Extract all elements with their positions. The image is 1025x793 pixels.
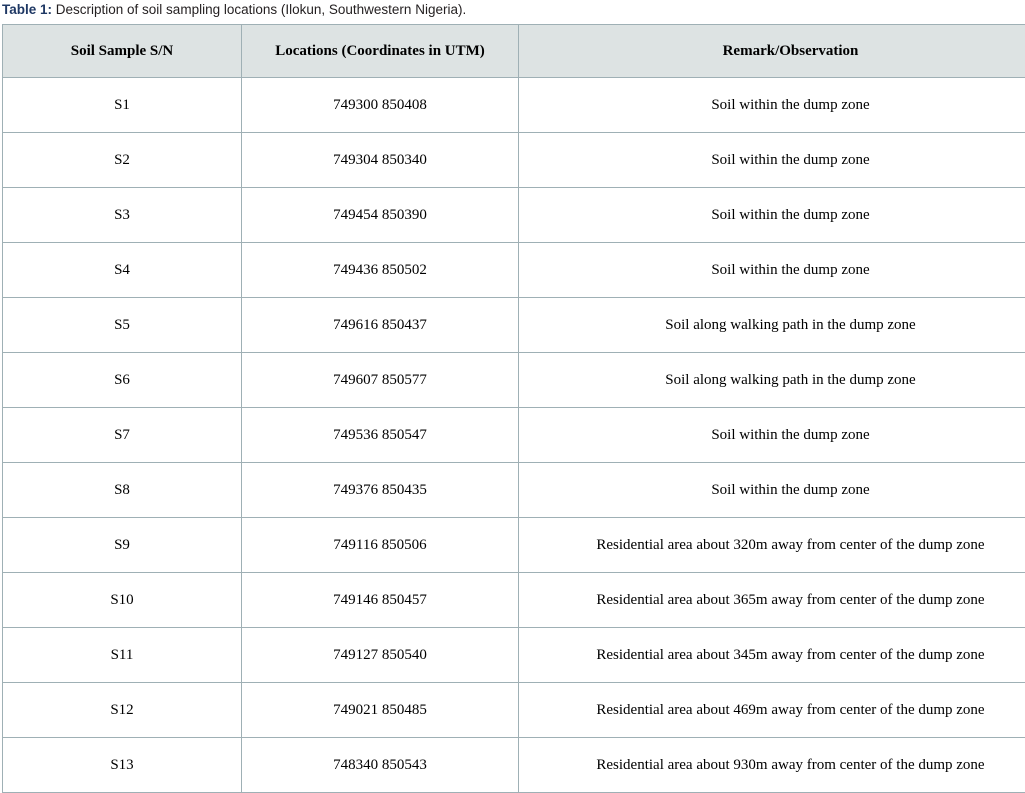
table-row xyxy=(3,298,1025,353)
cell-remark: Residential area about 320m away from center of the dump zone xyxy=(519,518,1025,573)
table-body xyxy=(3,78,1025,793)
cell-coordinates xyxy=(242,243,519,298)
cell-remark: Soil along walking path in the dump zone xyxy=(519,298,1025,353)
cell-sample-sn: S8 xyxy=(3,463,242,518)
table-header xyxy=(3,25,1025,78)
coordinate-northing: 850437 xyxy=(382,317,427,333)
table-caption-label: Table 1: xyxy=(2,2,52,17)
cell-remark: Soil within the dump zone xyxy=(519,243,1025,298)
coordinate-easting: 749116 xyxy=(333,537,377,553)
coordinate-northing: 850506 xyxy=(382,537,427,553)
coordinate-northing: 850547 xyxy=(382,427,427,443)
coordinate-northing: 850540 xyxy=(382,647,427,663)
cell-coordinates xyxy=(242,408,519,463)
cell-coordinates xyxy=(242,463,519,518)
cell-sample-sn: S5 xyxy=(3,298,242,353)
table-row xyxy=(3,243,1025,298)
coordinate-easting: 748340 xyxy=(333,757,378,773)
cell-remark: Residential area about 345m away from center of the dump zone xyxy=(519,628,1025,683)
cell-coordinates xyxy=(242,738,519,793)
cell-coordinates xyxy=(242,353,519,408)
coordinate-northing: 850408 xyxy=(382,97,427,113)
table-row xyxy=(3,408,1025,463)
coordinate-northing: 850340 xyxy=(382,152,427,168)
cell-sample-sn: S2 xyxy=(3,133,242,188)
coordinate-northing: 850435 xyxy=(382,482,427,498)
coordinate-easting: 749536 xyxy=(333,427,378,443)
cell-sample-sn: S12 xyxy=(3,683,242,738)
coordinate-easting: 749304 xyxy=(333,152,378,168)
coordinate-northing: 850502 xyxy=(382,262,427,278)
table-row xyxy=(3,353,1025,408)
table-caption-text: Description of soil sampling locations (Ilokun, Southwestern Nigeria). xyxy=(52,2,466,17)
cell-coordinates xyxy=(242,78,519,133)
column-header-remark: Remark/Observation xyxy=(519,25,1025,78)
cell-coordinates xyxy=(242,298,519,353)
table-row xyxy=(3,188,1025,243)
coordinate-easting: 749127 xyxy=(333,647,378,663)
table-caption xyxy=(0,0,1025,24)
column-header-sample-sn: Soil Sample S/N xyxy=(3,25,242,78)
coordinate-northing: 850485 xyxy=(382,702,427,718)
table-row xyxy=(3,573,1025,628)
coordinate-easting: 749607 xyxy=(333,372,378,388)
cell-remark: Soil along walking path in the dump zone xyxy=(519,353,1025,408)
cell-sample-sn: S9 xyxy=(3,518,242,573)
cell-sample-sn: S13 xyxy=(3,738,242,793)
table-row xyxy=(3,683,1025,738)
coordinate-easting: 749021 xyxy=(333,702,378,718)
cell-remark: Soil within the dump zone xyxy=(519,463,1025,518)
cell-remark: Soil within the dump zone xyxy=(519,188,1025,243)
table-header-row xyxy=(3,25,1025,78)
cell-coordinates xyxy=(242,683,519,738)
cell-coordinates xyxy=(242,133,519,188)
coordinate-northing: 850390 xyxy=(382,207,427,223)
cell-remark: Residential area about 930m away from center of the dump zone xyxy=(519,738,1025,793)
coordinate-easting: 749436 xyxy=(333,262,378,278)
coordinate-northing: 850577 xyxy=(382,372,427,388)
cell-sample-sn: S4 xyxy=(3,243,242,298)
cell-remark: Residential area about 469m away from center of the dump zone xyxy=(519,683,1025,738)
coordinate-easting: 749616 xyxy=(333,317,378,333)
cell-sample-sn: S7 xyxy=(3,408,242,463)
cell-coordinates xyxy=(242,188,519,243)
coordinate-easting: 749454 xyxy=(333,207,378,223)
coordinate-easting: 749300 xyxy=(333,97,378,113)
cell-sample-sn: S11 xyxy=(3,628,242,683)
cell-coordinates xyxy=(242,628,519,683)
cell-remark: Residential area about 365m away from center of the dump zone xyxy=(519,573,1025,628)
cell-sample-sn: S3 xyxy=(3,188,242,243)
cell-remark: Soil within the dump zone xyxy=(519,78,1025,133)
soil-sampling-table xyxy=(2,24,1025,793)
table-row xyxy=(3,518,1025,573)
coordinate-easting: 749146 xyxy=(333,592,378,608)
cell-sample-sn: S1 xyxy=(3,78,242,133)
cell-coordinates xyxy=(242,573,519,628)
cell-sample-sn: S10 xyxy=(3,573,242,628)
table-row xyxy=(3,738,1025,793)
column-header-locations: Locations (Coordinates in UTM) xyxy=(242,25,519,78)
table-row xyxy=(3,78,1025,133)
table-row xyxy=(3,133,1025,188)
cell-remark: Soil within the dump zone xyxy=(519,408,1025,463)
cell-sample-sn: S6 xyxy=(3,353,242,408)
table-row xyxy=(3,463,1025,518)
coordinate-easting: 749376 xyxy=(333,482,378,498)
cell-remark: Soil within the dump zone xyxy=(519,133,1025,188)
coordinate-northing: 850457 xyxy=(382,592,427,608)
table-row xyxy=(3,628,1025,683)
coordinate-northing: 850543 xyxy=(382,757,427,773)
cell-coordinates xyxy=(242,518,519,573)
